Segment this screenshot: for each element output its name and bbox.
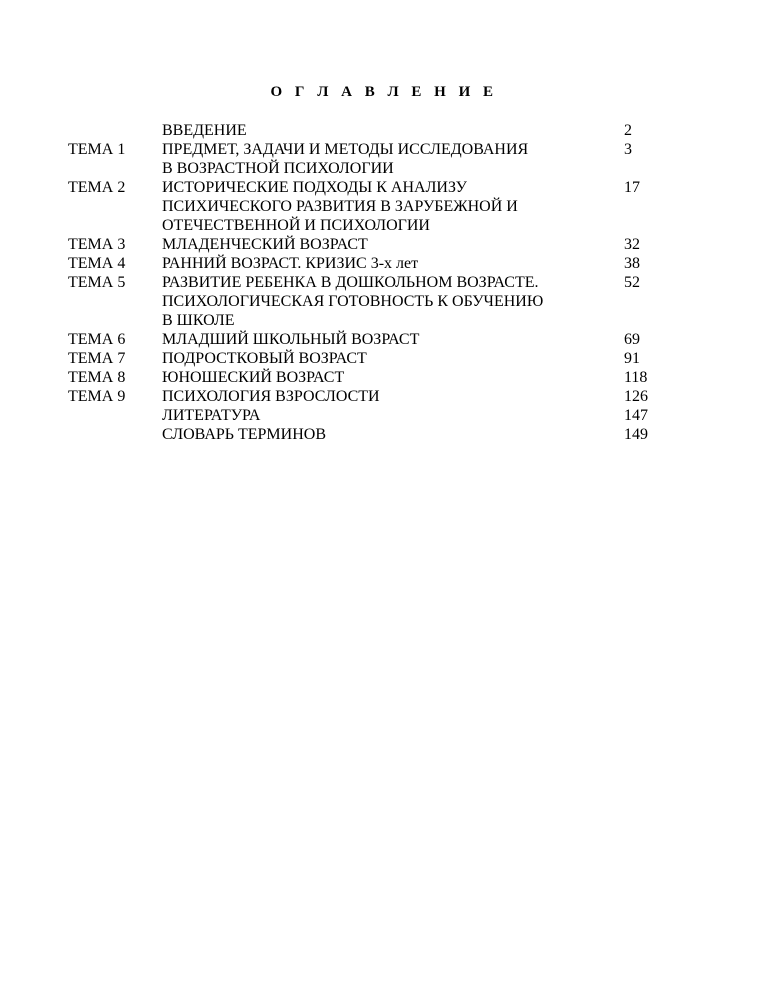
toc-entry [68, 368, 668, 387]
toc-entry-title [162, 235, 622, 254]
toc-entry-title-line: МЛАДЕНЧЕСКИЙ ВОЗРАСТ [162, 236, 368, 253]
toc-entry [68, 254, 668, 273]
toc-entry-title [162, 349, 622, 368]
toc-entry [68, 406, 668, 425]
toc-entry-title-line: ПСИХИЧЕСКОГО РАЗВИТИЯ В ЗАРУБЕЖНОЙ И [162, 198, 518, 215]
toc-heading: О Г Л А В Л Е Н И Е [270, 84, 498, 100]
toc-entry-number: ТЕМА 2 [68, 179, 126, 196]
toc-entry-number: ТЕМА 1 [68, 141, 126, 158]
toc-entry-title [162, 121, 622, 140]
toc-entry-number: ТЕМА 9 [68, 388, 126, 405]
toc-entry-page: 149 [624, 426, 648, 443]
toc-entry-number: ТЕМА 3 [68, 236, 126, 253]
toc-entry-page: 38 [624, 255, 640, 272]
toc-entry [68, 178, 668, 235]
toc-entry-title [162, 425, 622, 444]
toc-entry-title-line: РАЗВИТИЕ РЕБЕНКА В ДОШКОЛЬНОМ ВОЗРАСТЕ. [162, 274, 539, 291]
toc-entry-title [162, 330, 622, 349]
toc-entry-page: 32 [624, 236, 640, 253]
toc-entry-title [162, 273, 622, 330]
toc-entry-number [68, 121, 162, 140]
toc-entry [68, 425, 668, 444]
toc-entry-page: 52 [624, 274, 640, 291]
toc-entry [68, 387, 668, 406]
toc-entry-title [162, 254, 622, 273]
toc-entry-page: 147 [624, 407, 648, 424]
toc-entry-title-line: МЛАДШИЙ ШКОЛЬНЫЙ ВОЗРАСТ [162, 331, 420, 348]
toc-entry-page: 118 [624, 369, 648, 386]
toc-entry-title-line: ОТЕЧЕСТВЕННОЙ И ПСИХОЛОГИИ [162, 217, 430, 234]
toc-entry [68, 121, 668, 140]
toc-entry [68, 330, 668, 349]
toc-entry-title-line: СЛОВАРЬ ТЕРМИНОВ [162, 426, 326, 443]
toc-entry-title-line: В ШКОЛЕ [162, 312, 235, 329]
toc-entry-number [68, 406, 162, 425]
toc-entry-title [162, 140, 622, 178]
toc-entry-title-line: ПСИХОЛОГИЧЕСКАЯ ГОТОВНОСТЬ К ОБУЧЕНИЮ [162, 293, 544, 310]
toc-entry-number: ТЕМА 5 [68, 274, 126, 291]
toc-entry-title-line: ПОДРОСТКОВЫЙ ВОЗРАСТ [162, 350, 367, 367]
toc-entry-page: 126 [624, 388, 648, 405]
toc-entry-page: 17 [624, 179, 640, 196]
toc-entry-title-line: ПСИХОЛОГИЯ ВЗРОСЛОСТИ [162, 388, 380, 405]
toc-entry-title-line: ЛИТЕРАТУРА [162, 407, 261, 424]
toc-entry-title [162, 368, 622, 387]
toc-entry-title-line: ИСТОРИЧЕСКИЕ ПОДХОДЫ К АНАЛИЗУ [162, 179, 467, 196]
toc-entry [68, 273, 668, 330]
toc-entry-page: 91 [624, 350, 640, 367]
toc-entry-title-line: ПРЕДМЕТ, ЗАДАЧИ И МЕТОДЫ ИССЛЕДОВАНИЯ [162, 141, 529, 158]
toc-table [68, 121, 668, 444]
toc-entry [68, 140, 668, 178]
toc-entry-number: ТЕМА 6 [68, 331, 126, 348]
toc-entry-number: ТЕМА 4 [68, 255, 126, 272]
toc-entry-title-line: В ВОЗРАСТНОЙ ПСИХОЛОГИИ [162, 160, 394, 177]
toc-entry-title-line: ЮНОШЕСКИЙ ВОЗРАСТ [162, 369, 345, 386]
toc-entry-title [162, 387, 622, 406]
toc-entry-number: ТЕМА 8 [68, 369, 126, 386]
toc-entry-title-line: РАННИЙ ВОЗРАСТ. КРИЗИС 3-х лет [162, 255, 419, 272]
toc-entry [68, 235, 668, 254]
toc-entry-page: 69 [624, 331, 640, 348]
toc-entry [68, 349, 668, 368]
toc-entry-title-line: ВВЕДЕНИЕ [162, 122, 247, 139]
toc-entry-title [162, 406, 622, 425]
toc-entry-number [68, 425, 162, 444]
toc-entry-page: 2 [624, 122, 632, 139]
toc-entry-page: 3 [624, 141, 632, 158]
toc-entry-number: ТЕМА 7 [68, 350, 126, 367]
toc-entry-title [162, 178, 622, 235]
